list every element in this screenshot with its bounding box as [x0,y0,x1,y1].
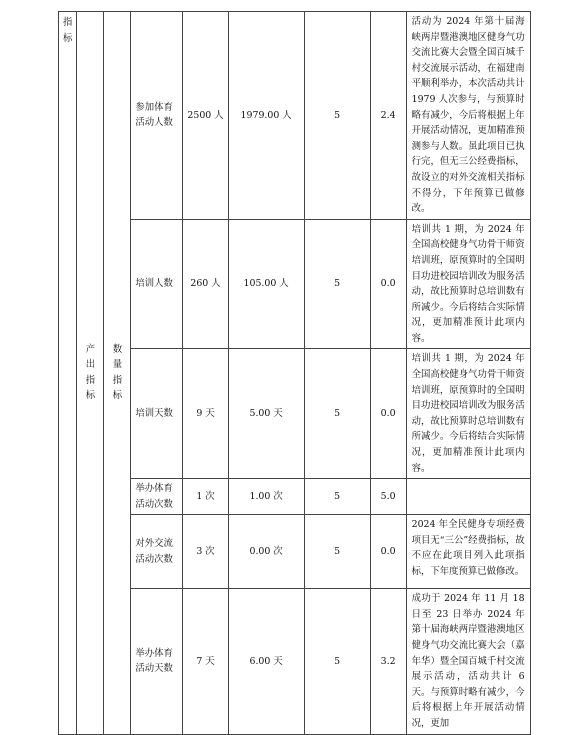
actual-value-cell: 1979.00 人 [228,12,304,220]
score-cell: 3.2 [370,589,406,734]
weight-cell: 5 [304,589,370,734]
deviation-note-cell: 成功于 2024 年 11 月 18 日至 23 日举办 2024 年第十届海峡两岸暨港澳地区健身气功交流比赛大会（嘉年华）暨全国百城千村交流展示活动，活动共计 6 天。与预算时略有减少，今后将根据上年开展活动情况，更加 [406,589,530,734]
target-value-cell: 9 天 [183,349,228,479]
deviation-note-cell: 2024 年全民健身专项经费项目无“三公”经费指标，故不应在此项目列入此项指标，下年度预算已做修改。 [406,515,530,589]
deviation-note-cell: 活动为 2024 年第十届海峡两岸暨港澳地区健身气功交流比赛大会暨全国百城千村交流展示活动，在福建南平顺利举办，本次活动共计 1979 人次参与，与预算时略有减少，今后将根据上年开展活动情况，更加精准预测参与人数。虽此项目已执行完，但无三公经费指标，故设立的对外交流相关指标不得分，下年预算已做修改。 [406,12,530,220]
deviation-note-cell: 培训共 1 期，为 2024 年全国高校健身气功骨干师资培训班，原预算时的全国明目功进校园培训改为服务活动，故比预算时总培训数有所减少。今后将结合实际情况，更加精准预计此项内容。 [406,349,530,479]
indicator-name-cell: 参加体育活动人数 [131,12,183,220]
deviation-note-cell [406,479,530,515]
target-value-cell: 3 次 [183,515,228,589]
level2-indicator-cell: 产出指标 [77,12,104,735]
score-cell: 2.4 [370,12,406,220]
level3-indicator-cell: 数量指标 [104,12,131,735]
indicator-name-cell: 培训人数 [131,219,183,349]
score-cell: 0.0 [370,515,406,589]
weight-cell: 5 [304,479,370,515]
indicator-name-cell: 举办体育活动天数 [131,589,183,734]
performance-indicator-table [58,11,531,735]
target-value-cell: 260 人 [183,219,228,349]
weight-cell: 5 [304,515,370,589]
weight-cell: 5 [304,12,370,220]
indicator-name-cell: 举办体育活动次数 [131,479,183,515]
indicator-name-cell: 培训天数 [131,349,183,479]
actual-value-cell: 0.00 次 [228,515,304,589]
score-cell: 5.0 [370,479,406,515]
score-cell: 0.0 [370,349,406,479]
weight-cell: 5 [304,349,370,479]
weight-cell: 5 [304,219,370,349]
indicator-name-cell: 对外交流活动次数 [131,515,183,589]
score-cell: 0.0 [370,219,406,349]
actual-value-cell: 5.00 天 [228,349,304,479]
table-row [59,12,531,220]
actual-value-cell: 6.00 天 [228,589,304,734]
target-value-cell: 1 次 [183,479,228,515]
actual-value-cell: 105.00 人 [228,219,304,349]
level1-indicator-cell: 指标 [59,12,77,735]
deviation-note-cell: 培训共 1 期，为 2024 年全国高校健身气功骨干师资培训班，原预算时的全国明目功进校园培训改为服务活动，故比预算时总培训数有所减少。今后将结合实际情况，更加精准预计此项内容。 [406,219,530,349]
target-value-cell: 7 天 [183,589,228,734]
actual-value-cell: 1.00 次 [228,479,304,515]
target-value-cell: 2500 人 [183,12,228,220]
